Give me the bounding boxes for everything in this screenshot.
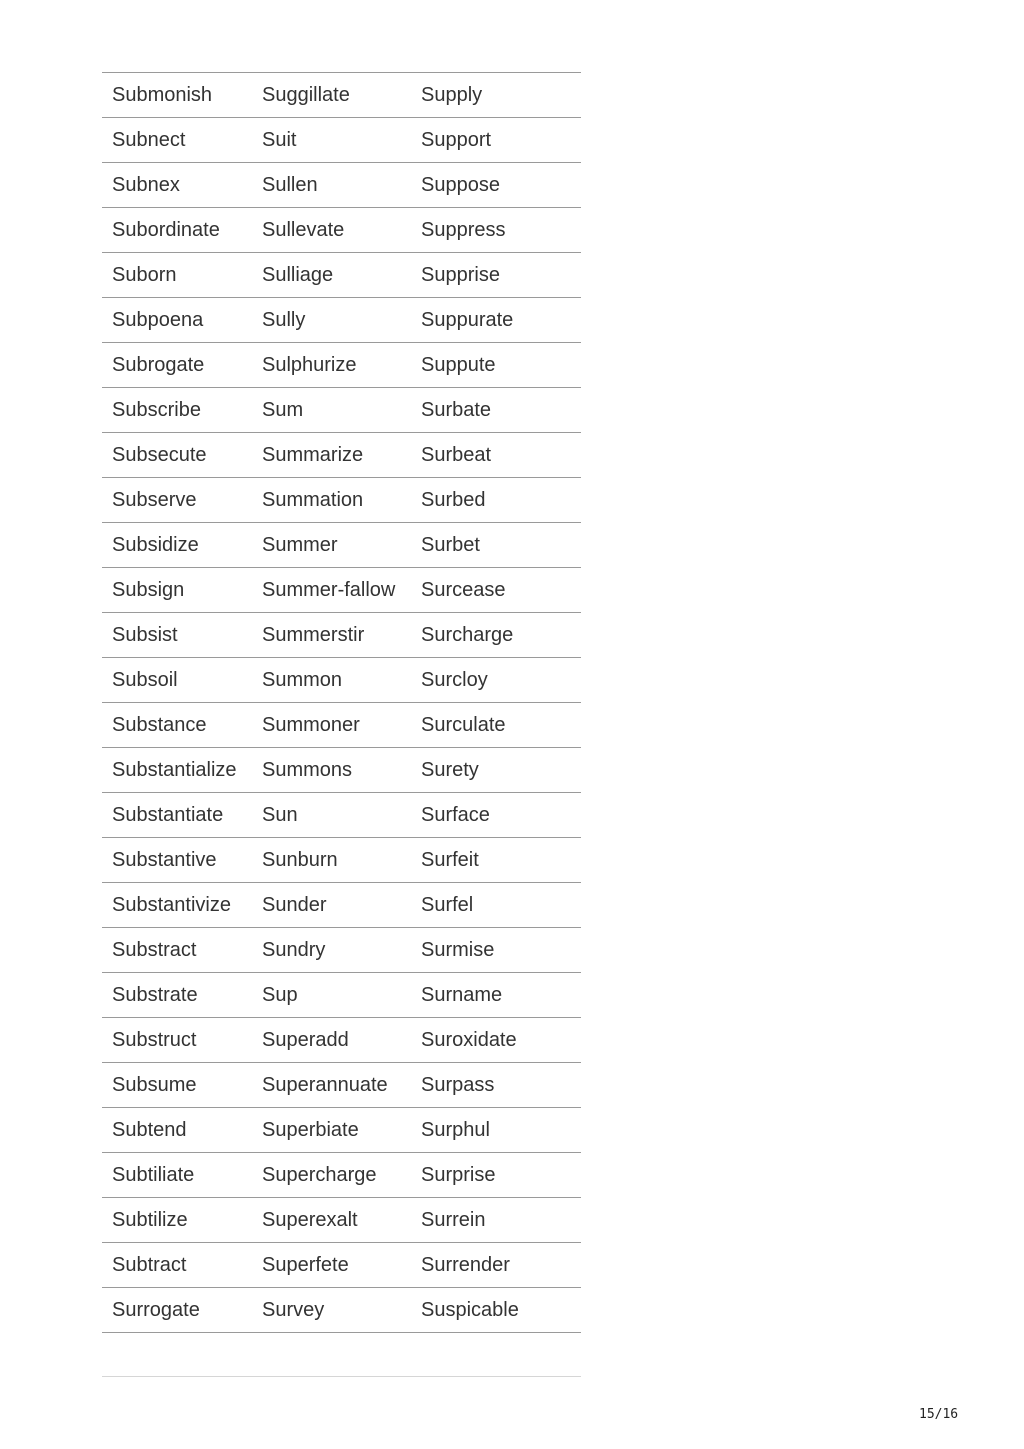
table-cell: Sun: [252, 793, 411, 838]
table-cell: Suggillate: [252, 73, 411, 118]
table-row: [102, 1153, 581, 1198]
table-cell: Surrender: [411, 1243, 581, 1288]
table-cell: Suppose: [411, 163, 581, 208]
table-cell: Summoner: [252, 703, 411, 748]
table-row: [102, 1108, 581, 1153]
table-cell: Surbet: [411, 523, 581, 568]
table-cell: Sulphurize: [252, 343, 411, 388]
table-cell: Suspicable: [411, 1288, 581, 1333]
table-cell: Sum: [252, 388, 411, 433]
table-cell: Subtend: [102, 1108, 252, 1153]
table-cell: Substance: [102, 703, 252, 748]
table-row: [102, 568, 581, 613]
table-cell: Surmise: [411, 928, 581, 973]
bottom-divider: [102, 1376, 581, 1377]
table-row: [102, 298, 581, 343]
table-row: [102, 748, 581, 793]
table-cell: Supply: [411, 73, 581, 118]
table-row: [102, 388, 581, 433]
table-cell: Surcloy: [411, 658, 581, 703]
table-cell: Summarize: [252, 433, 411, 478]
table-row: [102, 478, 581, 523]
table-cell: Subscribe: [102, 388, 252, 433]
table-cell: Summon: [252, 658, 411, 703]
table-cell: Substract: [102, 928, 252, 973]
table-cell: Sup: [252, 973, 411, 1018]
word-table-body: [102, 73, 581, 1333]
table-cell: Superfete: [252, 1243, 411, 1288]
table-cell: Substantialize: [102, 748, 252, 793]
table-cell: Subpoena: [102, 298, 252, 343]
table-cell: Subsign: [102, 568, 252, 613]
table-row: [102, 613, 581, 658]
table-cell: Survey: [252, 1288, 411, 1333]
table-cell: Summer: [252, 523, 411, 568]
table-cell: Subnect: [102, 118, 252, 163]
table-cell: Surrogate: [102, 1288, 252, 1333]
table-cell: Subsist: [102, 613, 252, 658]
table-cell: Surpass: [411, 1063, 581, 1108]
table-cell: Suroxidate: [411, 1018, 581, 1063]
table-cell: Subrogate: [102, 343, 252, 388]
table-cell: Suppurate: [411, 298, 581, 343]
table-cell: Subtract: [102, 1243, 252, 1288]
table-cell: Surfeit: [411, 838, 581, 883]
table-row: [102, 658, 581, 703]
table-row: [102, 118, 581, 163]
table-cell: Surbeat: [411, 433, 581, 478]
table-cell: Surbed: [411, 478, 581, 523]
table-cell: Sunder: [252, 883, 411, 928]
table-row: [102, 838, 581, 883]
table-cell: Superexalt: [252, 1198, 411, 1243]
table-cell: Subnex: [102, 163, 252, 208]
table-cell: Surname: [411, 973, 581, 1018]
table-cell: Substantiate: [102, 793, 252, 838]
table-cell: Subtilize: [102, 1198, 252, 1243]
table-cell: Subordinate: [102, 208, 252, 253]
table-cell: Sullevate: [252, 208, 411, 253]
table-cell: Supercharge: [252, 1153, 411, 1198]
table-row: [102, 1198, 581, 1243]
table-row: [102, 163, 581, 208]
table-cell: Sully: [252, 298, 411, 343]
table-row: [102, 1018, 581, 1063]
table-row: [102, 973, 581, 1018]
table-row: [102, 883, 581, 928]
table-cell: Support: [411, 118, 581, 163]
table-cell: Superbiate: [252, 1108, 411, 1153]
table-cell: Sullen: [252, 163, 411, 208]
table-row: [102, 1243, 581, 1288]
table-cell: Submonish: [102, 73, 252, 118]
table-row: [102, 703, 581, 748]
table-cell: Suborn: [102, 253, 252, 298]
table-row: [102, 343, 581, 388]
table-cell: Substrate: [102, 973, 252, 1018]
table-cell: Suppute: [411, 343, 581, 388]
table-cell: Substantivize: [102, 883, 252, 928]
table-row: [102, 73, 581, 118]
table-cell: Summons: [252, 748, 411, 793]
table-row: [102, 793, 581, 838]
table-cell: Superadd: [252, 1018, 411, 1063]
table-cell: Surculate: [411, 703, 581, 748]
table-cell: Subsume: [102, 1063, 252, 1108]
table-cell: Surphul: [411, 1108, 581, 1153]
table-cell: Surcharge: [411, 613, 581, 658]
table-cell: Substantive: [102, 838, 252, 883]
table-cell: Subsoil: [102, 658, 252, 703]
table-row: [102, 1063, 581, 1108]
page-number: 15/16: [919, 1407, 959, 1422]
table-row: [102, 253, 581, 298]
table-cell: Surprise: [411, 1153, 581, 1198]
table-cell: Summation: [252, 478, 411, 523]
table-row: [102, 1288, 581, 1333]
table-cell: Supprise: [411, 253, 581, 298]
table-cell: Summerstir: [252, 613, 411, 658]
table-cell: Summer-fallow: [252, 568, 411, 613]
table-cell: Sundry: [252, 928, 411, 973]
table-cell: Sulliage: [252, 253, 411, 298]
table-cell: Surcease: [411, 568, 581, 613]
table-row: [102, 433, 581, 478]
table-cell: Substruct: [102, 1018, 252, 1063]
table-row: [102, 208, 581, 253]
table-cell: Subserve: [102, 478, 252, 523]
table-cell: Surface: [411, 793, 581, 838]
table-cell: Suppress: [411, 208, 581, 253]
table-row: [102, 523, 581, 568]
word-table: [102, 72, 581, 1333]
table-row: [102, 928, 581, 973]
table-cell: Subsidize: [102, 523, 252, 568]
table-cell: Suit: [252, 118, 411, 163]
table-cell: Subtiliate: [102, 1153, 252, 1198]
table-cell: Surbate: [411, 388, 581, 433]
table-cell: Superannuate: [252, 1063, 411, 1108]
table-cell: Surfel: [411, 883, 581, 928]
table-cell: Surety: [411, 748, 581, 793]
table-cell: Subsecute: [102, 433, 252, 478]
table-cell: Surrein: [411, 1198, 581, 1243]
table-cell: Sunburn: [252, 838, 411, 883]
